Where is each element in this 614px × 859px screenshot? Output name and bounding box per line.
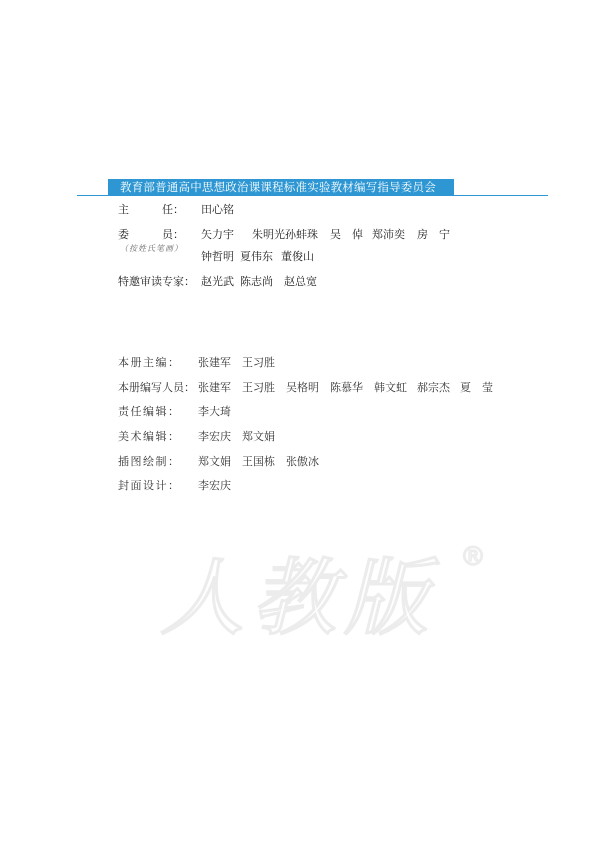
credit-label: 本册编写人员： xyxy=(118,381,195,394)
credit-label: 插图绘制： xyxy=(118,455,181,468)
member-name: 房 宁 xyxy=(417,228,450,241)
credit-name: 陈慕华 xyxy=(330,381,363,394)
svg-text:®: ® xyxy=(460,542,486,572)
credit-label: 责任编辑： xyxy=(118,405,181,418)
credit-label: 封面设计： xyxy=(118,479,181,492)
chair-name: 田心铭 xyxy=(201,203,234,216)
credit-name: 李大琦 xyxy=(198,405,231,418)
member-name: 钟哲明 xyxy=(201,250,234,263)
credit-name: 王国栋 xyxy=(242,455,275,468)
chair-label: 主 任： xyxy=(118,203,184,216)
credit-name: 王习胜 xyxy=(242,356,275,369)
reviewer-name: 陈志尚 xyxy=(240,275,273,288)
credit-name: 韩文虹 xyxy=(374,381,407,394)
credit-name: 张傲冰 xyxy=(286,455,319,468)
credit-name: 郝宗杰 xyxy=(417,381,450,394)
svg-text:人教版: 人教版 xyxy=(160,549,437,645)
publisher-watermark-logo xyxy=(160,535,500,645)
credit-name: 张建军 xyxy=(198,356,231,369)
credit-name: 王习胜 xyxy=(242,381,275,394)
member-name: 夏伟东 xyxy=(240,250,273,263)
member-name: 吴 倬 xyxy=(330,228,363,241)
credit-name: 郑文娟 xyxy=(242,430,275,443)
member-name: 朱明光 xyxy=(252,228,285,241)
reviewer-name: 赵总宽 xyxy=(284,275,317,288)
members-label: 委 员： xyxy=(118,228,184,241)
credit-name: 夏 莹 xyxy=(460,381,493,394)
credit-name: 李宏庆 xyxy=(198,430,231,443)
member-name: 董俊山 xyxy=(281,250,314,263)
member-name: 郑沛奕 xyxy=(372,228,405,241)
reviewers-label: 特邀审读专家： xyxy=(118,275,195,288)
credit-name: 李宏庆 xyxy=(198,479,231,492)
member-name: 孙蚌珠 xyxy=(285,228,318,241)
header-divider xyxy=(77,195,548,196)
committee-title-banner xyxy=(108,179,454,195)
credit-name: 郑文娟 xyxy=(198,455,231,468)
committee-title: 教育部普通高中思想政治课课程标准实验教材编写指导委员会 xyxy=(120,180,436,194)
credit-name: 吴格明 xyxy=(286,381,319,394)
credit-name: 张建军 xyxy=(198,381,231,394)
member-name: 矢力宇 xyxy=(201,228,234,241)
credit-label: 本册主编： xyxy=(118,356,181,369)
members-note: （按姓氏笔画） xyxy=(120,244,183,253)
reviewer-name: 赵光武 xyxy=(201,275,234,288)
credit-label: 美术编辑： xyxy=(118,430,181,443)
